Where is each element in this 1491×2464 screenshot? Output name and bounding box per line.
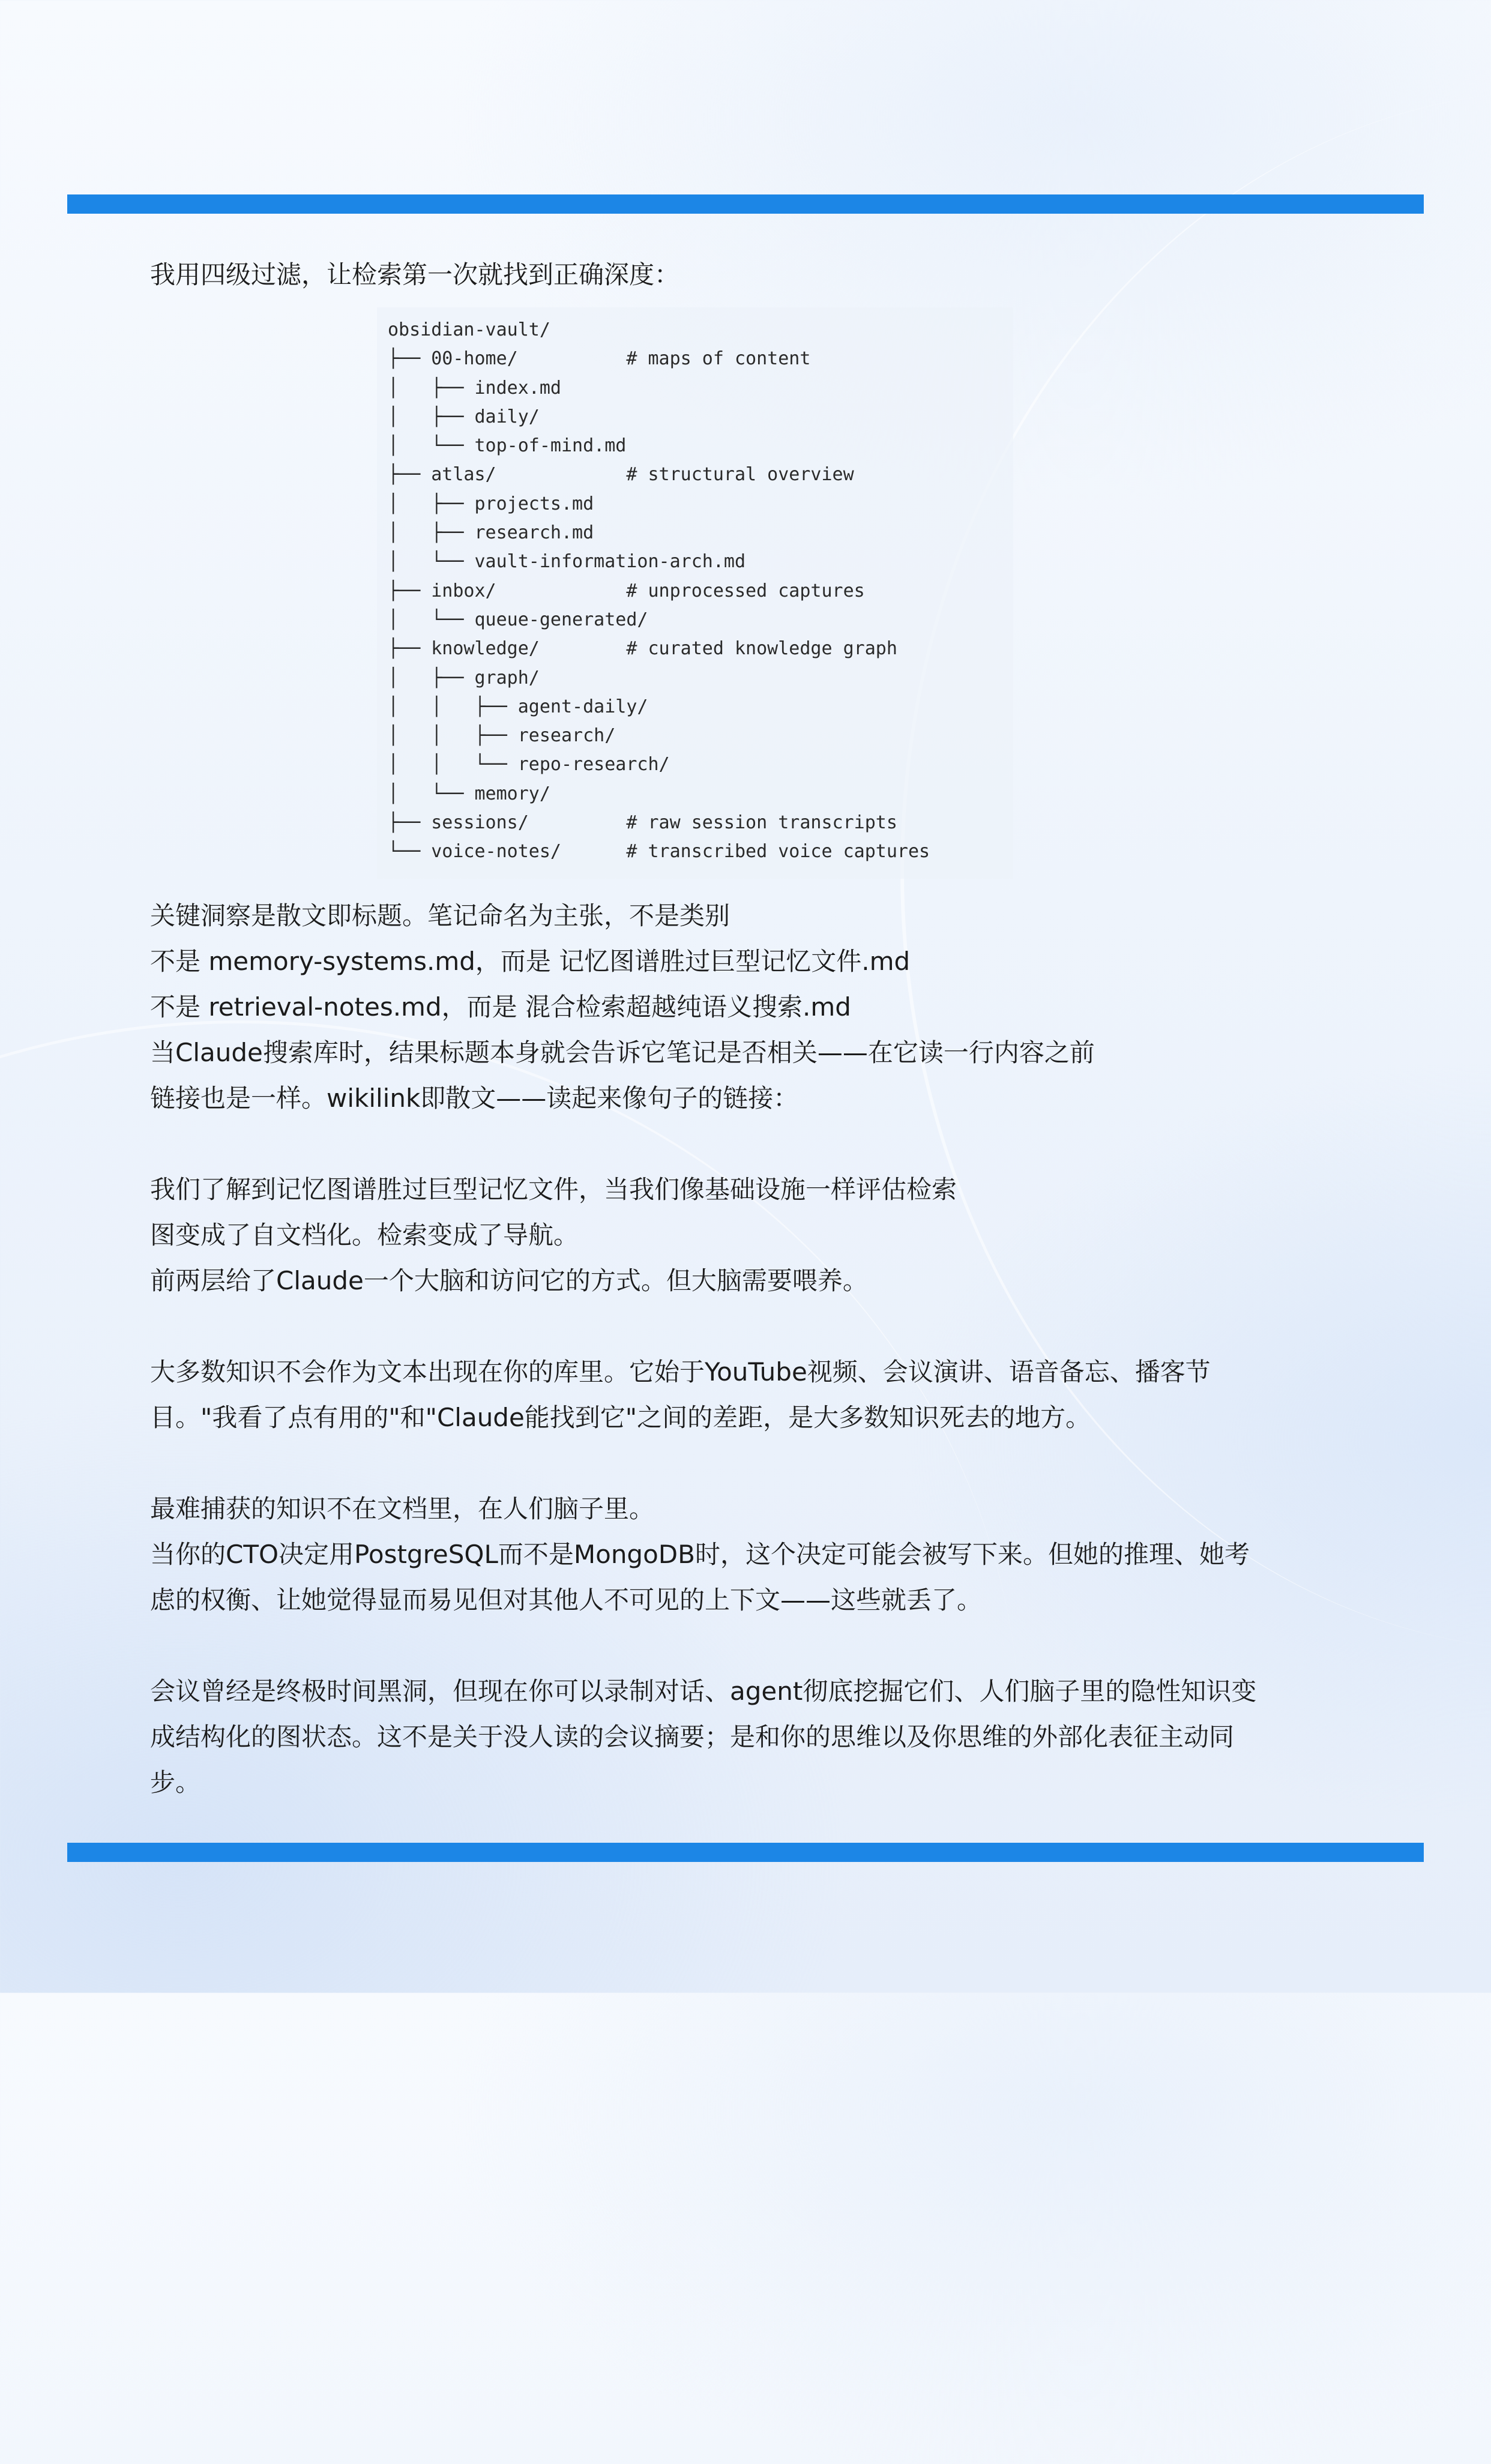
code-line: │ ├── research.md: [388, 522, 594, 544]
text-line: 关键洞察是散文即标题。笔记命名为主张，不是类别: [150, 901, 730, 930]
code-line: └── voice-notes/ # transcribed voice captures: [388, 841, 930, 863]
vault-structure-code-block: [377, 307, 1013, 879]
text-line: 链接也是一样。wikilink即散文——读起来像句子的链接：: [150, 1083, 799, 1113]
text-line: 前两层给了Claude一个大脑和访问它的方式。但大脑需要喂养。: [150, 1266, 868, 1295]
text-line: 我们了解到记忆图谱胜过巨型记忆文件，当我们像基础设施一样评估检索: [150, 1175, 957, 1204]
text-line: 成结构化的图状态。这不是关于没人读的会议摘要；是和你的思维以及你思维的外部化表征主动同: [150, 1722, 1235, 1752]
text-line: 不是 memory-systems.md，而是 记忆图谱胜过巨型记忆文件.md: [150, 947, 911, 976]
code-line: │ ├── graph/: [388, 667, 540, 688]
insight-paragraph: [150, 893, 1095, 1121]
intro-paragraph: [150, 252, 679, 298]
code-line: │ └── vault-information-arch.md: [388, 551, 746, 573]
code-line: │ ├── daily/: [388, 406, 540, 427]
code-line: ├── knowledge/ # curated knowledge graph: [388, 638, 897, 660]
text-line: 虑的权衡、让她觉得显而易见但对其他人不可见的上下文——这些就丢了。: [150, 1585, 983, 1615]
code-line: obsidian-vault/: [388, 319, 550, 340]
text-line: 最难捕获的知识不在文档里，在人们脑子里。: [150, 1494, 655, 1523]
code-line: │ └── top-of-mind.md: [388, 435, 627, 457]
text-line: 步。: [150, 1768, 201, 1797]
code-line: │ │ ├── research/: [388, 725, 616, 747]
text-line: 大多数知识不会作为文本出现在你的库里。它始于YouTube视频、会议演讲、语音备忘、播客节: [150, 1357, 1211, 1387]
code-line: │ │ ├── agent-daily/: [388, 696, 648, 717]
code-line: ├── 00-home/ # maps of content: [388, 348, 811, 370]
top-divider-bar: [67, 194, 1424, 214]
bottom-divider-bar: [67, 1843, 1424, 1862]
meetings-paragraph: [150, 1669, 1256, 1806]
code-line: │ └── memory/: [388, 783, 550, 804]
text-line: 不是 retrieval-notes.md，而是 混合检索超越纯语义搜索.md: [150, 992, 851, 1022]
code-line: │ ├── projects.md: [388, 493, 594, 514]
code-line: ├── inbox/ # unprocessed captures: [388, 580, 865, 601]
tacit-knowledge-paragraph: [150, 1486, 1250, 1623]
code-line: ├── sessions/ # raw session transcripts: [388, 812, 897, 834]
links-paragraph: [150, 1167, 957, 1304]
text-line: 目。"我看了点有用的"和"Claude能找到它"之间的差距，是大多数知识死去的地方。: [150, 1403, 1091, 1432]
code-line: │ ├── index.md: [388, 377, 561, 399]
code-line: │ │ └── repo-research/: [388, 754, 670, 776]
intro-text: 我用四级过滤，让检索第一次就找到正确深度：: [150, 260, 680, 289]
code-line: │ └── queue-generated/: [388, 609, 648, 630]
text-line: 当你的CTO决定用PostgreSQL而不是MongoDB时，这个决定可能会被写下来。但她的推理、她考: [150, 1540, 1250, 1569]
text-line: 会议曾经是终极时间黑洞，但现在你可以录制对话、agent彻底挖掘它们、人们脑子里的隐性知识变: [150, 1676, 1257, 1706]
code-line: ├── atlas/ # structural overview: [388, 464, 854, 486]
text-line: 当Claude搜索库时，结果标题本身就会告诉它笔记是否相关——在它读一行内容之前: [150, 1038, 1095, 1067]
text-line: 图变成了自文档化。检索变成了导航。: [150, 1220, 579, 1250]
sources-paragraph: [150, 1349, 1211, 1441]
